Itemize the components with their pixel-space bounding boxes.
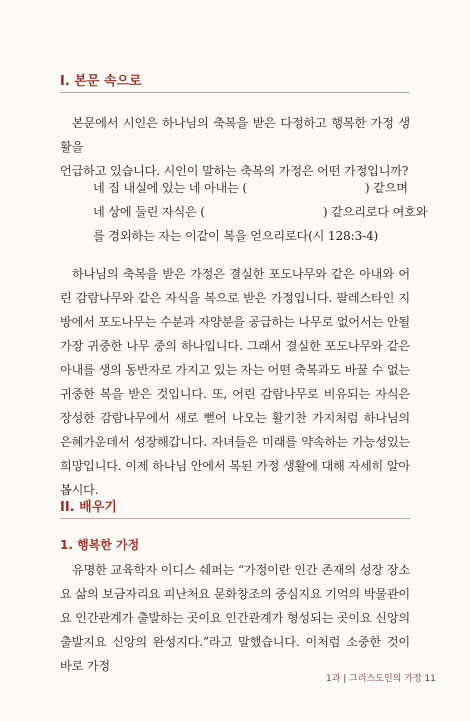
fill-in-blank-2[interactable] bbox=[205, 204, 323, 218]
quote-line-2-end: ) 같으리로다 여호와 bbox=[322, 205, 428, 219]
quote-line-2 bbox=[60, 200, 428, 224]
scripture-quote bbox=[60, 176, 428, 248]
intro-line-1: 본문에서 시인은 하나님의 축복을 받은 다정하고 행복한 가정 생활을 bbox=[60, 116, 410, 154]
subsection-heading: 1. 행복한 가정 bbox=[60, 538, 140, 552]
intro-line-2: 언급하고 있습니다. 시인이 말하는 축복의 가정은 어떤 가정입니까? bbox=[60, 164, 409, 178]
section-2-divider bbox=[60, 518, 410, 519]
section-1-body bbox=[60, 262, 410, 502]
section-1-heading: I. 본문 속으로 bbox=[60, 74, 142, 89]
quote-line-1-start: 네 집 내실에 있는 네 아내는 ( bbox=[93, 181, 247, 195]
section-1-body-text: 하나님의 축복을 받은 가정은 결실한 포도나무와 같은 아내와 어린 감람나무와 같은 자식을 복으로 받은 가정입니다. 팔레스타인 지방에서 포도나무는 수분과 자양분을 공급하는 나무로 없어서는 안될 가장 귀중한 나무 중의 하나입니다. 그래서 결실한 포도나무와 같은 아내를 생의 동반자로 가지고 있는 자는 어떤 축복과도 바꿀 수 없는 귀중한 복을 받은 것입니다. 또, 어린 감람나무로 비유되는 자식은 장성한 감람나무에서 새로 뻗어 나오는 활기찬 가지처럼 하나님의 은혜가운데서 성장해갑니다. 자녀들은 미래를 약속하는 가능성있는 희망입니다. 이제 하나님 안에서 복된 가정 생활에 대해 자세히 알아봅시다. bbox=[60, 267, 410, 497]
quote-line-1-end: ) 같으며 bbox=[364, 181, 408, 195]
quote-line-2-start: 네 상에 둘린 자식은 ( bbox=[93, 205, 205, 219]
section-1-divider bbox=[60, 92, 410, 93]
section-2-body bbox=[60, 558, 410, 678]
fill-in-blank-1[interactable] bbox=[247, 180, 365, 194]
quote-line-1 bbox=[60, 176, 410, 200]
page-footer: 1과 | 그리스도인의 가정 11 bbox=[326, 674, 436, 684]
section-2-body-text: 유명한 교육학자 이디스 쉐퍼는 “가정이란 인간 존재의 성장 장소요 삶의 보금자리요 피난처요 문화창조의 중심지요 기억의 박물관이요 인간관계가 출발하는 곳이요 인간관계가 형성되는 곳이요 신앙의 출발지요 신앙의 완성지다.”라고 말했습니다. 이처럼 소중한 것이 바로 가정 bbox=[60, 563, 410, 673]
section-2-heading: II. 배우기 bbox=[60, 500, 117, 515]
section-1-intro bbox=[60, 111, 410, 183]
quote-line-3: 를 경외하는 자는 이같이 복을 얻으리로다(시 128:3-4) bbox=[93, 229, 379, 243]
